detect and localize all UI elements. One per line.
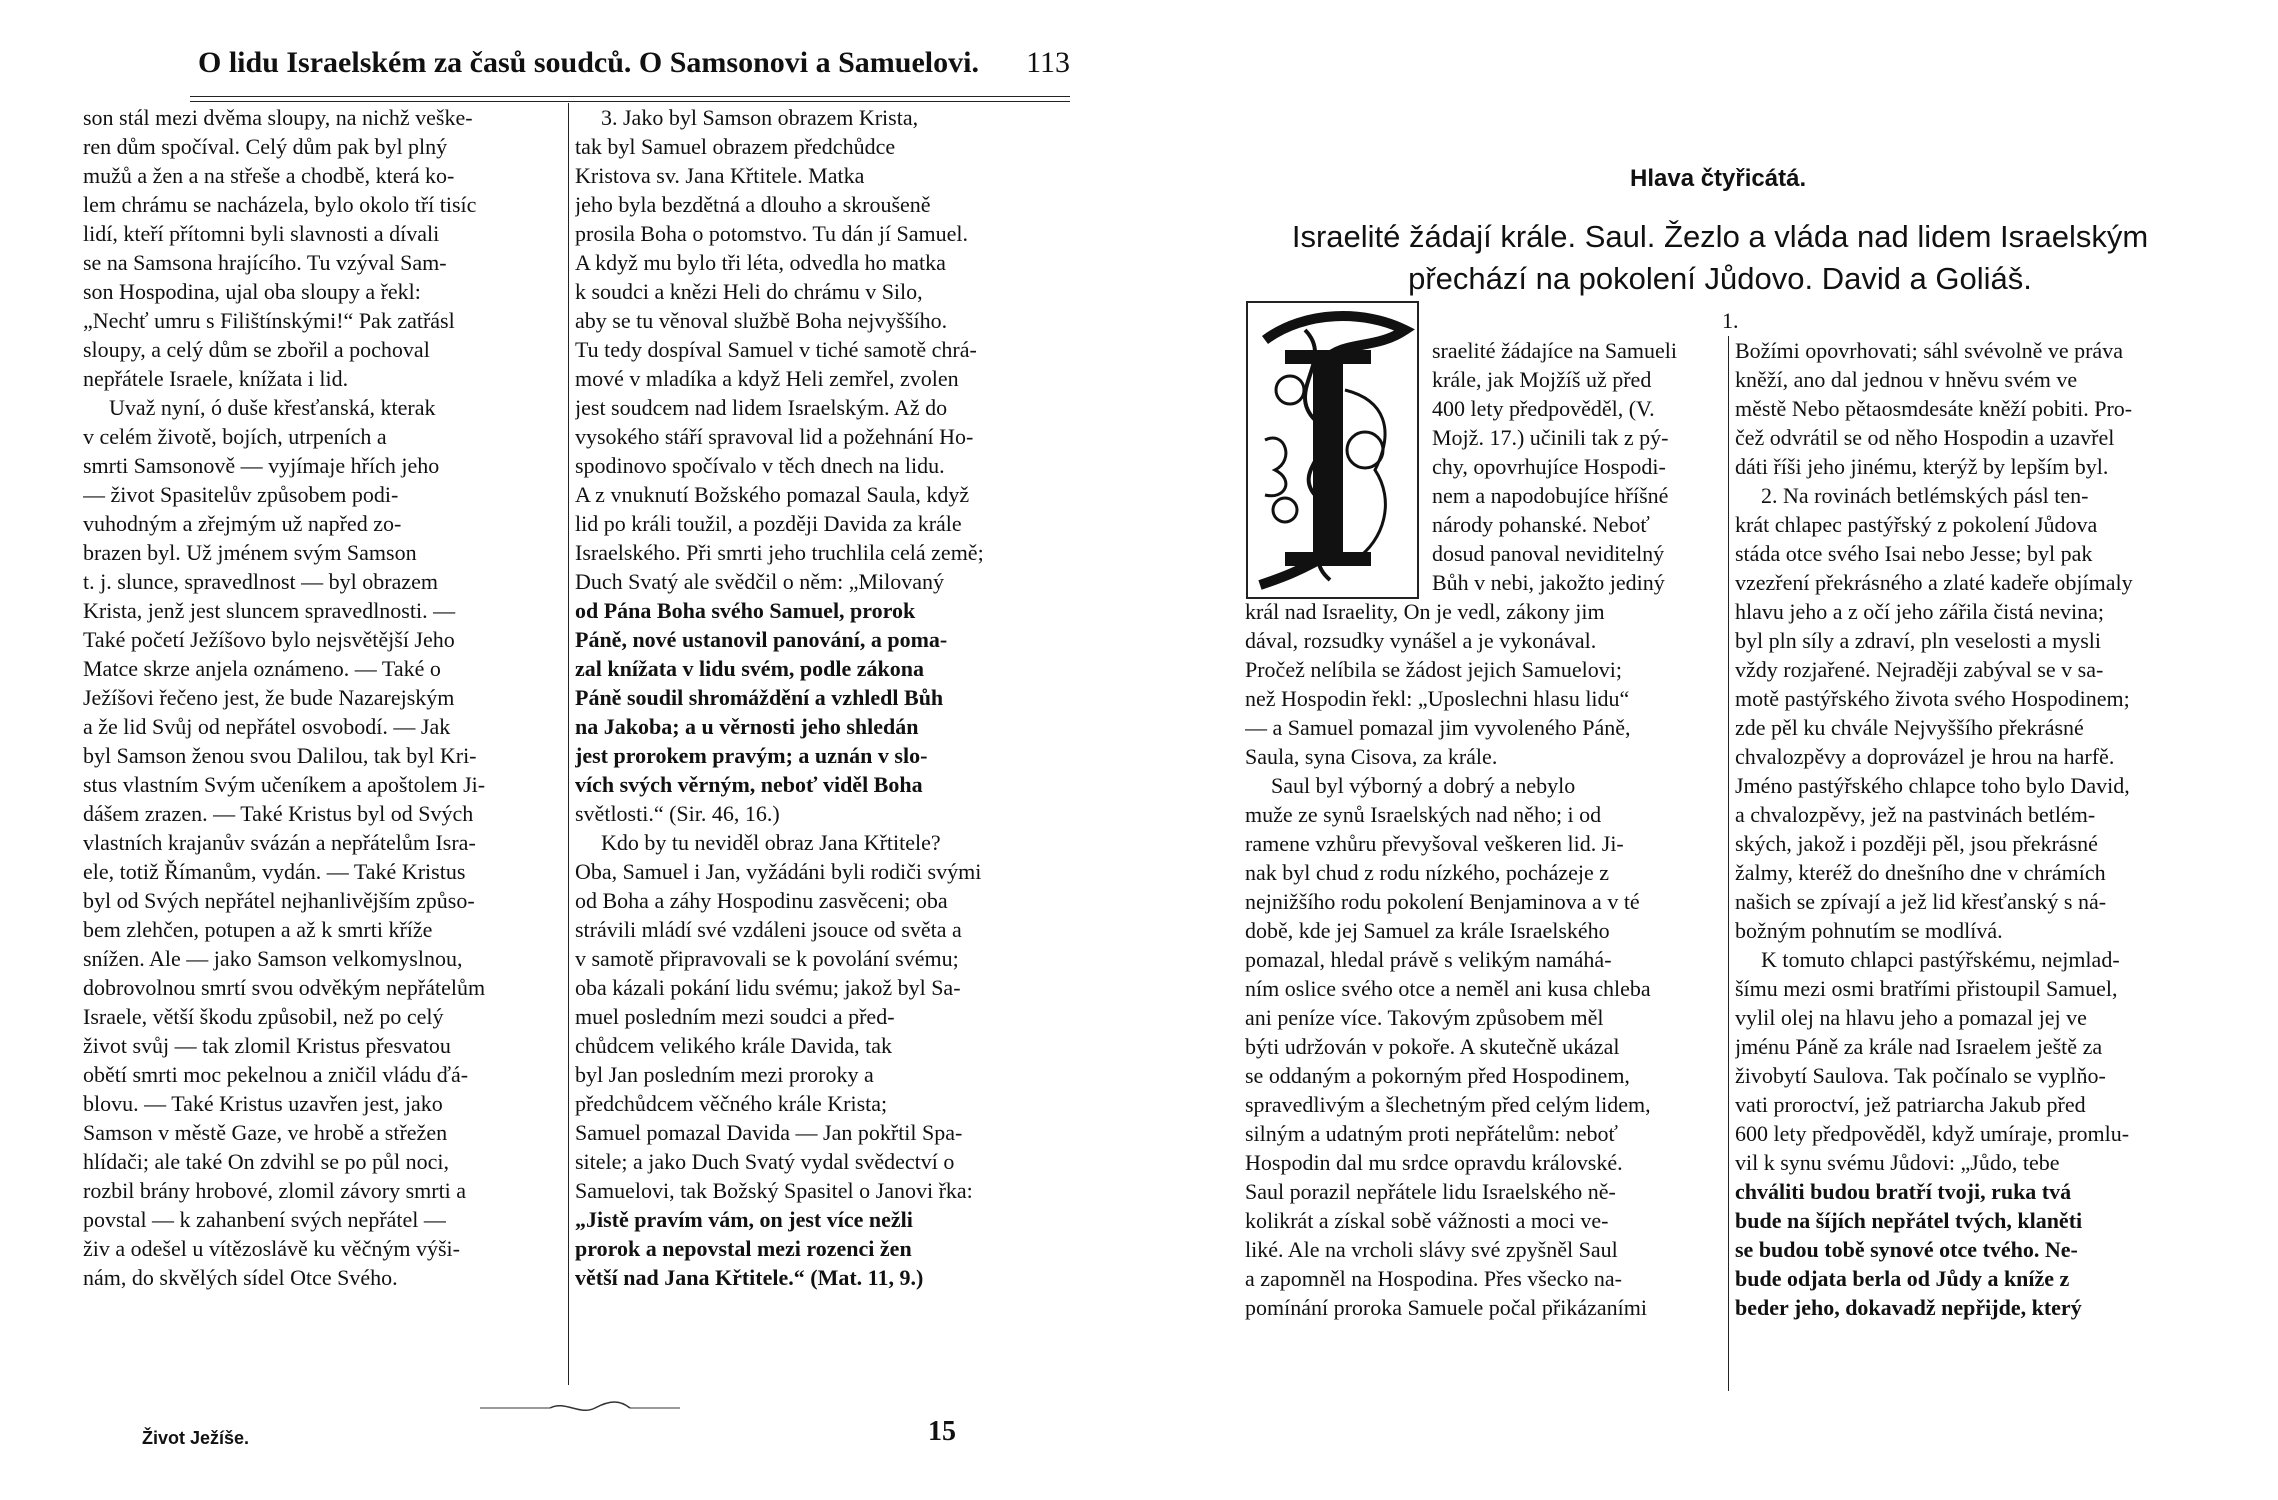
page-number: 113 <box>1026 46 1070 79</box>
text-line: pomazal, hledal právě s velikým namáhá- <box>1245 947 1612 972</box>
text-line: A z vnuknutí Božského pomazal Saula, když <box>575 482 970 507</box>
text-line: stáda otce svého Isai nebo Jesse; byl pak <box>1735 541 2093 566</box>
text-line: od Pána Boha svého Samuel, prorok <box>575 598 916 623</box>
text-line: povstal — k zahanbení svých nepřátel — <box>83 1207 446 1232</box>
text-line: Kristova sv. Jana Křtitele. Matka <box>575 163 865 188</box>
text-line: a zapomněl na Hospodina. Přes všecko na- <box>1245 1266 1622 1291</box>
text-line: — život Spasitelův způsobem podi- <box>83 482 399 507</box>
text-line: byl od Svých nepřátel nejhanlivějším způso- <box>83 888 475 913</box>
text-line: mové v mladíka a když Heli zemřel, zvolen <box>575 366 959 391</box>
text-line: vuhodným a zřejmým už napřed zo- <box>83 511 402 536</box>
text-line: ren dům spočíval. Celý dům pak byl plný <box>83 134 448 159</box>
text-line: aby se tu věnoval službě Boha nejvyššího. <box>575 308 948 333</box>
text-line: Jméno pastýřského chlapce toho bylo David, <box>1735 773 2130 798</box>
text-line: život svůj — tak zlomil Kristus přesvatou <box>83 1033 451 1058</box>
text-line: lidí, kteří přítomni byli slavnosti a dívali <box>83 221 440 246</box>
text-line: motě pastýřského života svého Hospodinem; <box>1735 686 2130 711</box>
text-line: předchůdcem věčného krále Krista; <box>575 1091 888 1116</box>
running-head <box>190 46 1070 86</box>
text-line: lem chrámu se nacházela, bylo okolo tří tisíc <box>83 192 477 217</box>
text-line: muže ze synů Israelských nad něho; i od <box>1245 802 1602 827</box>
text-line: v samotě připravovali se k povolání svému; <box>575 946 959 971</box>
text-line: jménu Páně za krále nad Israelem ještě za <box>1735 1034 2103 1059</box>
text-line: na Jakoba; a u věrnosti jeho shledán <box>575 714 919 739</box>
header-rule-thin <box>190 101 1070 102</box>
text-line: dával, rozsudky vynášel a je vykonával. <box>1245 628 1597 653</box>
left-page-column-1 <box>83 103 563 1292</box>
text-line: spodinovo spočívalo v těch dnech na lidu. <box>575 453 945 478</box>
text-line: jest prorokem pravým; a uznán v slo- <box>575 743 928 768</box>
text-line: vylil olej na hlavu jeho a pomazal jej ve <box>1735 1005 2087 1030</box>
footer-book-title: Život Ježíše. <box>142 1428 250 1448</box>
text-line: král nad Israelity, On je vedl, zákony jim <box>1245 599 1605 624</box>
text-line: oba kázali pokání lidu svému; jakož byl Sa- <box>575 975 961 1000</box>
text-line: ele, totiž Římanům, vydán. — Také Kristus <box>83 859 466 884</box>
text-line: mužů a žen a na střeše a chodbě, která ko- <box>83 163 455 188</box>
text-line: Israelského. Při smrti jeho truchlila celá země; <box>575 540 984 565</box>
text-line: Israele, větší škodu způsobil, než po celý <box>83 1004 444 1029</box>
text-line: vždy rozjařené. Nejraději zabýval se v sa- <box>1735 657 2104 682</box>
text-line: jest soudcem nad lidem Israelským. Až do <box>575 395 948 420</box>
text-line: vlastních krajanův svázán a nepřátelům Isra- <box>83 830 476 855</box>
text-line: son stál mezi dvěma sloupy, na nichž veške- <box>83 105 473 130</box>
text-line: božným pohnutím se modlívá. <box>1735 918 2003 943</box>
text-line: nejnižšího rodu pokolení Benjaminova a v té <box>1245 889 1640 914</box>
text-line: a že lid Svůj od nepřátel osvobodí. — Jak <box>83 714 451 739</box>
text-line: nem a napodobujíce hříšné <box>1432 483 1669 508</box>
section-number: 1. <box>1722 308 1739 333</box>
right-page-column-2 <box>1735 336 2193 1322</box>
text-line: Saula, syna Cisova, za krále. <box>1245 744 1498 769</box>
text-line: býti udržován v pokoře. A skutečně ukázal <box>1245 1034 1620 1059</box>
text-line: městě Nebo pětaosmdesáte kněží pobiti. Pro- <box>1735 396 2133 421</box>
text-line: beder jeho, dokavadž nepřijde, který <box>1735 1295 2082 1320</box>
text-line: strávili mládí své vzdáleni jsouce od světa a <box>575 917 962 942</box>
text-line: jeho byla bezdětná a dlouho a skroušeně <box>575 192 931 217</box>
text-line: krále, jak Mojžíš už před <box>1432 367 1652 392</box>
text-line: Samson v městě Gaze, ve hrobě a střežen <box>83 1120 448 1145</box>
text-line: Páně, nové ustanovil panování, a poma- <box>575 627 948 652</box>
chapter-label: Hlava čtyřicátá. <box>1630 165 1807 192</box>
text-line: Hospodin dal mu srdce opravdu královské. <box>1245 1150 1623 1175</box>
chapter-title-line-1: Israelité žádají krále. Saul. Žezlo a vláda nad lidem Israelským <box>1291 219 2149 254</box>
text-line: dáti říši jeho jinému, kterýž by lepším byl. <box>1735 454 2109 479</box>
text-line: kněží, ano dal jednou v hněvu svém ve <box>1735 367 2078 392</box>
text-line: byl pln síly a zdraví, pln veselosti a mysli <box>1735 628 2102 653</box>
text-line: Páně soudil shromáždění a vzhledl Bůh <box>575 685 944 710</box>
text-line: Samuelovi, tak Božský Spasitel o Janovi řka: <box>575 1178 973 1203</box>
text-line: pomínání proroka Samuele počal přikázaními <box>1245 1295 1647 1320</box>
text-line: 3. Jako byl Samson obrazem Krista, <box>601 105 919 130</box>
text-line: v celém životě, bojích, utrpeních a <box>83 424 387 449</box>
text-line: větší nad Jana Křtitele.“ (Mat. 11, 9.) <box>575 1265 924 1290</box>
text-line: Tu tedy dospíval Samuel v tiché samotě chrá- <box>575 337 977 362</box>
text-line: živobytí Saulova. Tak počínalo se vyplňo- <box>1735 1063 2106 1088</box>
text-line: hlavu jeho a z očí jeho zářila čistá nevina; <box>1735 599 2104 624</box>
text-line: vati proroctví, jež patriarcha Jakub před <box>1735 1092 2086 1117</box>
footer-ornament <box>480 1400 680 1416</box>
text-line: prorok a nepovstal mezi rozenci žen <box>575 1236 912 1261</box>
text-line: dobrovolnou smrtí svou odvěkým nepřátelům <box>83 975 486 1000</box>
text-line: ramene vzhůru převyšoval veškeren lid. Ji- <box>1245 831 1624 856</box>
text-line: době, kde jej Samuel za krále Israelského <box>1245 918 1610 943</box>
text-line: od Boha a záhy Hospodinu zasvěceni; oba <box>575 888 948 913</box>
text-line: obětí smrti moc pekelnou a zničil vládu ďá- <box>83 1062 469 1087</box>
text-line: Uvaž nyní, ó duše křesťanská, kterak <box>109 395 436 420</box>
right-page-column-1 <box>1245 336 1725 1322</box>
text-line: rozbil brány hrobové, zlomil závory smrti a <box>83 1178 467 1203</box>
footer-signature-number: 15 <box>928 1416 956 1447</box>
text-line: se na Samsona hrajícího. Tu vzýval Sam- <box>83 250 447 275</box>
text-line: vysokého stáří spravoval lid a požehnání Ho- <box>575 424 974 449</box>
text-line: šímu mezi osmi bratřími přistoupil Samuel, <box>1735 976 2118 1001</box>
text-line: Saul byl výborný a dobrý a nebylo <box>1271 773 1576 798</box>
text-line: Krista, jenž jest sluncem spravedlnosti. — <box>83 598 456 623</box>
text-line: zal knížata v lidu svém, podle zákona <box>575 656 924 681</box>
text-line: nepřátele Israele, knížata i lid. <box>83 366 349 391</box>
text-line: k soudci a knězi Heli do chrámu v Silo, <box>575 279 923 304</box>
text-line: smrti Samsonově — vyjímaje hřích jeho <box>83 453 440 478</box>
text-line: ním oslice svého otce a neměl ani kusa chleba <box>1245 976 1651 1001</box>
text-line: prosila Boha o potomstvo. Tu dán jí Samuel. <box>575 221 968 246</box>
text-line: sitele; a jako Duch Svatý vydal svědectví o <box>575 1149 955 1174</box>
text-line: Samuel pomazal Davida — Jan pokřtil Spa- <box>575 1120 963 1145</box>
text-line: se budou tobě synové otce tvého. Ne- <box>1735 1237 2078 1262</box>
text-line: vích svých věrným, neboť viděl Boha <box>575 772 923 797</box>
text-line: Mojž. 17.) učinili tak z pý- <box>1432 425 1669 450</box>
text-line: Oba, Samuel i Jan, vyžádáni byli rodiči svými <box>575 859 982 884</box>
text-line: chvalozpěvy a doprovázel je hrou na harfě. <box>1735 744 2115 769</box>
text-line: Bůh v nebi, jakožto jediný <box>1432 570 1665 595</box>
text-line: chy, opovrhujíce Hospodi- <box>1432 454 1666 479</box>
text-line: silným a udatným proti nepřátelům: neboť <box>1245 1121 1618 1146</box>
text-line: K tomuto chlapci pastýřskému, nejmlad- <box>1761 947 2120 972</box>
column-divider <box>568 103 569 1385</box>
text-line: — a Samuel pomazal jim vyvoleného Páně, <box>1245 715 1631 740</box>
text-line: Ježíšovi řečeno jest, že bude Nazarejským <box>83 685 455 710</box>
text-line: národy pohanské. Neboť <box>1432 512 1650 537</box>
text-line: Kdo by tu neviděl obraz Jana Křtitele? <box>601 830 941 855</box>
text-line: živ a odešel u vítězoslávě ku věčným výši- <box>83 1236 460 1261</box>
text-line: čež odvrátil se od něho Hospodin a uzavřel <box>1735 425 2115 450</box>
text-line: 2. Na rovinách betlémských pásl ten- <box>1761 483 2089 508</box>
text-line: našich se zpívají a jež lid křesťanský s ná- <box>1735 889 2107 914</box>
text-line: chůdcem velikého krále Davida, tak <box>575 1033 893 1058</box>
text-line: sloupy, a celý dům se zbořil a pochoval <box>83 337 430 362</box>
text-line: zde pěl ku chvále Nejvyššího překrásné <box>1735 715 2084 740</box>
text-line: tak byl Samuel obrazem předchůdce <box>575 134 896 159</box>
text-line: se oddaným a pokorným před Hospodinem, <box>1245 1063 1630 1088</box>
column-divider-right <box>1728 336 1729 1391</box>
text-line: bude na šíjích nepřátel tvých, klaněti <box>1735 1208 2083 1233</box>
text-line: „Nechť umru s Filištínskými!“ Pak zatřásl <box>83 308 455 333</box>
text-line: nám, do skvělých sídel Otce Svého. <box>83 1265 398 1290</box>
text-line: son Hospodina, ujal oba sloupy a řekl: <box>83 279 421 304</box>
text-line: brazen byl. Už jménem svým Samson <box>83 540 417 565</box>
text-line: spravedlivým a šlechetným před celým lidem, <box>1245 1092 1651 1117</box>
text-line: vzezření překrásného a zlaté kadeře objímaly <box>1735 570 2133 595</box>
text-line: Matce skrze anjela oznámeno. — Také o <box>83 656 441 681</box>
text-line: snížen. Ale — jako Samson velkomyslnou, <box>83 946 463 971</box>
text-line: dosud panoval neviditelný <box>1432 541 1665 566</box>
text-line: hlídači; ale také On zdvihl se po půl noci, <box>83 1149 449 1174</box>
text-line: „Jistě pravím vám, on jest více nežli <box>575 1207 913 1232</box>
chapter-title-line-2: přechází na pokolení Jůdovo. David a Goliáš. <box>1408 261 2032 296</box>
text-line: Také početí Ježíšovo bylo nejsvětější Jeho <box>83 627 455 652</box>
text-line: byl Jan posledním mezi proroky a <box>575 1062 874 1087</box>
running-head-title: O lidu Israelském za časů soudců. O Samsonovi a Samuelovi. <box>198 46 979 79</box>
text-line: než Hospodin řekl: „Uposlechni hlasu lidu“ <box>1245 686 1630 711</box>
text-line: bem zlehčen, potupen a až k smrti kříže <box>83 917 433 942</box>
text-line: A když mu bylo tři léta, odvedla ho matka <box>575 250 946 275</box>
text-line: byl Samson ženou svou Dalilou, tak byl Kri- <box>83 743 477 768</box>
text-line: Božími opovrhovati; sáhl svévolně ve práva <box>1735 338 2123 363</box>
text-line: žalmy, kteréž do dnešního dne v chrámích <box>1735 860 2106 885</box>
text-line: stus vlastním Svým učeníkem a apoštolem Ji- <box>83 772 486 797</box>
text-line: nak byl chud z rodu nízkého, pocházeje z <box>1245 860 1610 885</box>
left-page-column-2 <box>575 103 1070 1292</box>
text-line: kolikrát a získal sobě vážnosti a moci ve- <box>1245 1208 1609 1233</box>
text-line: Saul porazil nepřátele lidu Israelského ně- <box>1245 1179 1616 1204</box>
text-line: 600 lety předpověděl, když umíraje, promlu- <box>1735 1121 2130 1146</box>
text-line: a chvalozpěvy, jež na pastvinách betlém- <box>1735 802 2096 827</box>
text-line: světlosti.“ (Sir. 46, 16.) <box>575 801 780 826</box>
text-line: ani peníze více. Takovým způsobem měl <box>1245 1005 1604 1030</box>
text-line: dášem zrazen. — Také Kristus byl od Svých <box>83 801 474 826</box>
text-line: vil k synu svému Jůdovi: „Jůdo, tebe <box>1735 1150 2060 1175</box>
text-line: Duch Svatý ale svědčil o něm: „Milovaný <box>575 569 945 594</box>
text-line: bude odjata berla od Jůdy a kníže z <box>1735 1266 2070 1291</box>
text-line: t. j. slunce, spravedlnost — byl obrazem <box>83 569 438 594</box>
text-line: sraelité žádajíce na Samueli <box>1432 338 1677 363</box>
text-line: chváliti budou bratří tvoji, ruka tvá <box>1735 1179 2072 1204</box>
text-line: blovu. — Také Kristus uzavřen jest, jako <box>83 1091 443 1116</box>
text-line: ských, jakož i později pěl, jsou překrásné <box>1735 831 2098 856</box>
text-line: krát chlapec pastýřský z pokolení Jůdova <box>1735 512 2098 537</box>
header-rule <box>190 96 1070 97</box>
text-line: lid po králi toužil, a později Davida za krále <box>575 511 962 536</box>
text-line: 400 lety předpověděl, (V. <box>1432 396 1655 421</box>
text-line: muel posledním mezi soudci a před- <box>575 1004 895 1029</box>
text-line: Pročež nelíbila se žádost jejich Samuelovi; <box>1245 657 1622 682</box>
text-line: liké. Ale na vrcholi slávy své zpyšněl Saul <box>1245 1237 1618 1262</box>
